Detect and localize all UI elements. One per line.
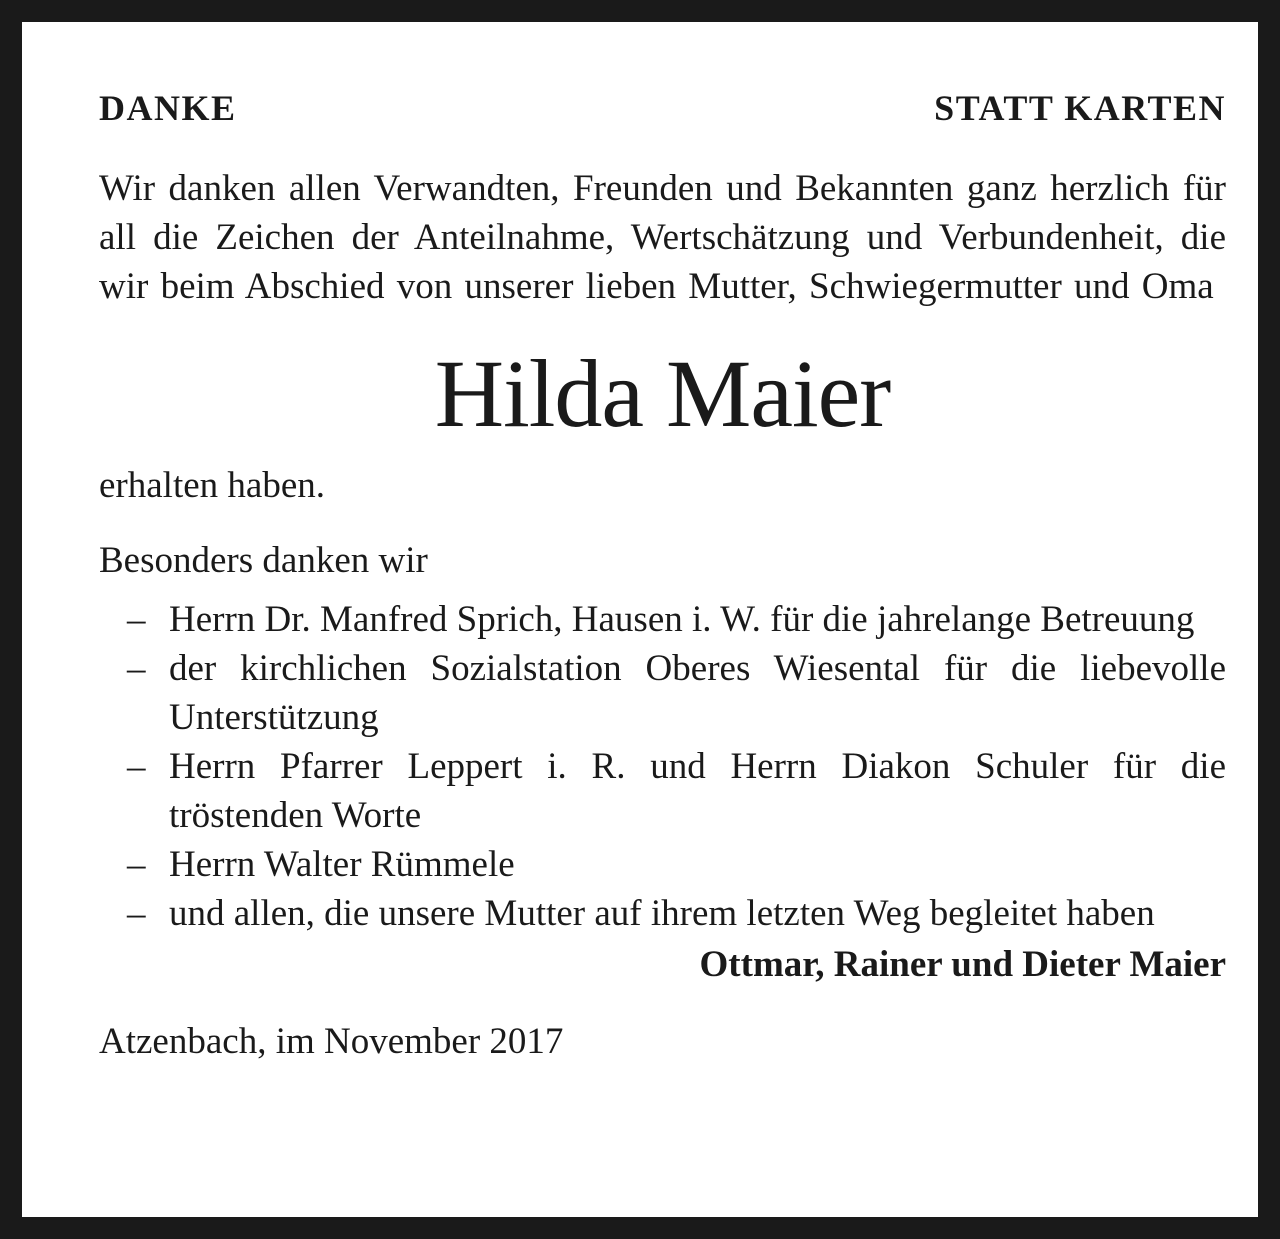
signature: Ottmar, Rainer und Dieter Maier (699, 944, 1226, 985)
dash-bullet: – (127, 599, 146, 640)
after-name-text: erhalten haben. (99, 465, 325, 506)
thanks-item (99, 840, 1226, 889)
dash-bullet: – (127, 746, 146, 787)
dash-bullet: – (127, 844, 146, 885)
obituary-notice-content (99, 84, 1226, 1066)
thanks-item-text: und allen, die unsere Mutter auf ihrem letzten Weg begleitet haben (169, 893, 1155, 934)
thanks-item-text: Herrn Walter Rümmele (169, 844, 515, 885)
thanks-list (99, 595, 1226, 938)
thanks-item (99, 644, 1226, 742)
thanks-item (99, 742, 1226, 840)
thanks-item (99, 595, 1226, 644)
thanks-item (99, 889, 1226, 938)
deceased-name: Hilda Maier (434, 340, 891, 447)
thanks-item-text: der kirchlichen Sozialstation Oberes Wiesental für die liebevolle Unterstützung (169, 648, 1226, 738)
intro-text: Wir danken allen Verwandten, Freunden und Bekannten ganz herzlich für all die Zeichen der Anteilnahme, Wertschätzung und Verbundenheit, die wir beim Abschied von unserer lieben Mutter, Schwiegermutter und Oma (99, 168, 1226, 307)
header-danke: DANKE (99, 88, 237, 128)
thanks-intro: Besonders danken wir (99, 540, 428, 581)
dash-bullet: – (127, 893, 146, 934)
thanks-item-text: Herrn Dr. Manfred Sprich, Hausen i. W. für die jahrelange Betreuung (169, 599, 1195, 640)
header-statt-karten: STATT KARTEN (934, 88, 1226, 128)
place-date: Atzenbach, im November 2017 (99, 1021, 564, 1062)
header-row (99, 84, 1226, 134)
thanks-item-text: Herrn Pfarrer Leppert i. R. und Herrn Diakon Schuler für die tröstenden Worte (169, 746, 1226, 836)
dash-bullet: – (127, 648, 146, 689)
